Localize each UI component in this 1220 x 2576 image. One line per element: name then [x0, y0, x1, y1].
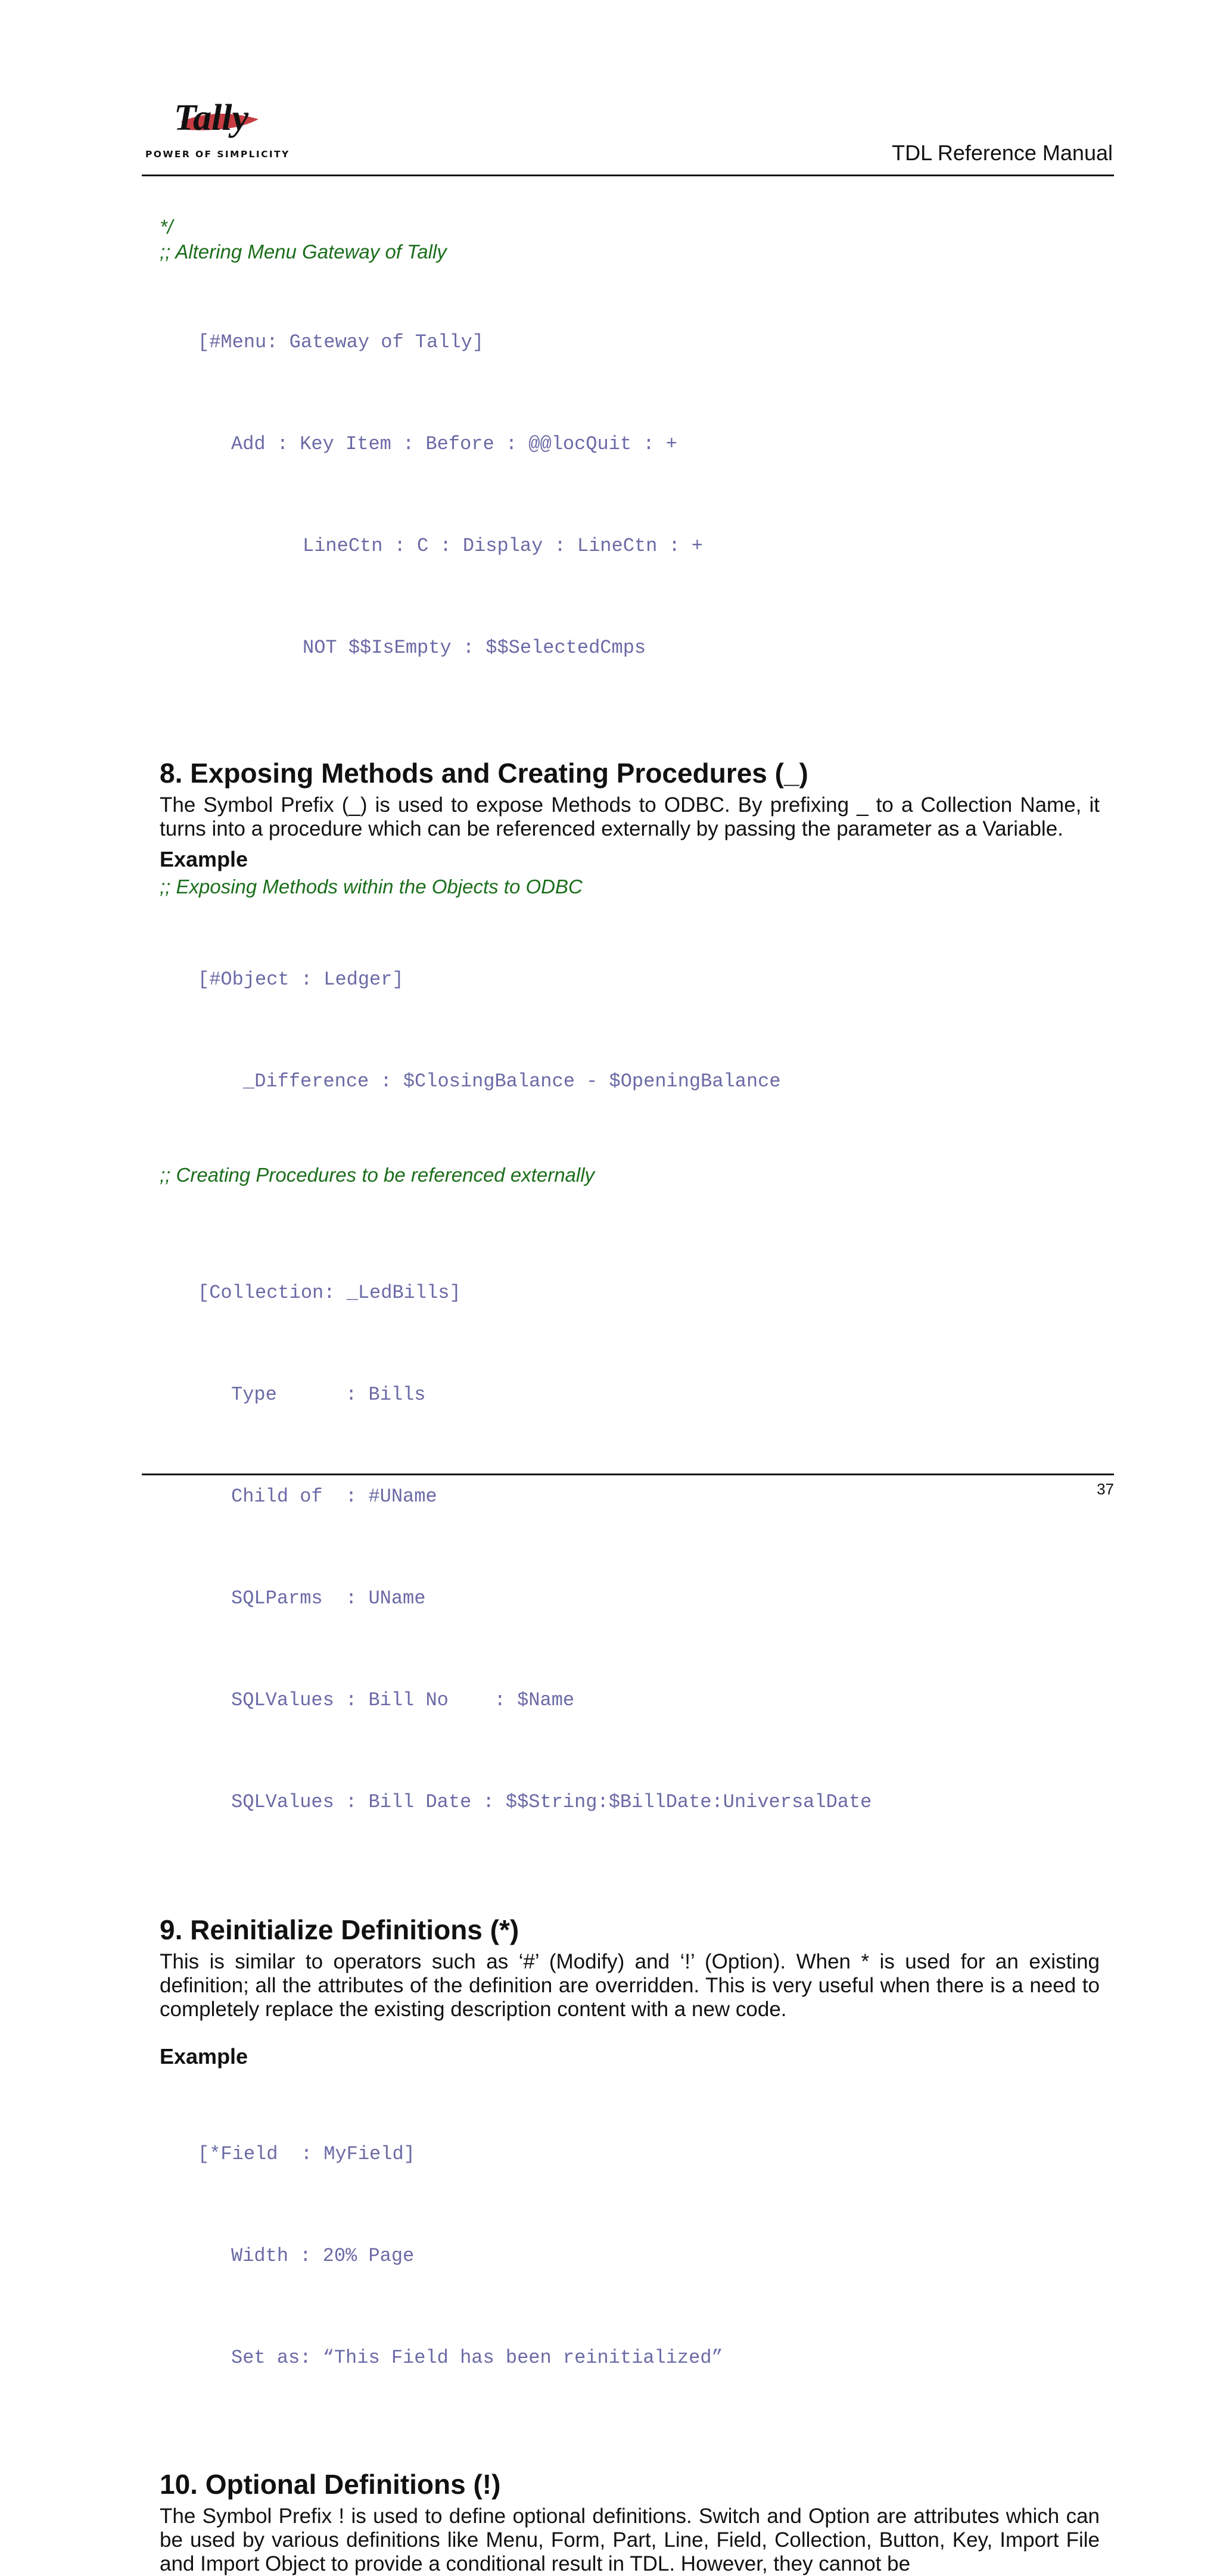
code-line: NOT $$IsEmpty : $$SelectedCmps — [303, 637, 646, 659]
logo-wordmark: Tally — [174, 98, 249, 138]
code-line: SQLValues : Bill Date : $$String:$BillDate:UniversalDate — [231, 1791, 872, 1813]
code-line: Child of : #UName — [231, 1485, 437, 1507]
code-comment: ;; Altering Menu Gateway of Tally — [160, 241, 447, 263]
code-line: Width : 20% Page — [231, 2245, 415, 2267]
section-paragraph: The Symbol Prefix (_) is used to expose Methods to ODBC. By prefixing _ to a Collection Name, it turns into a procedure which can be referenced externally by passing the parameter as a Variable. — [160, 793, 1100, 840]
code-line: Type : Bills — [231, 1384, 426, 1406]
code-block — [160, 2069, 1100, 2443]
section-heading: 9. Reinitialize Definitions (*) — [160, 1914, 519, 1945]
code-comment: ;; Creating Procedures to be referenced externally — [160, 1164, 595, 1186]
manual-title: TDL Reference Manual — [892, 141, 1113, 165]
code-line: [*Field : MyField] — [198, 2143, 415, 2165]
code-line: Set as: “This Field has been reinitialized” — [231, 2347, 723, 2369]
code-comment-end: */ — [160, 216, 173, 238]
logo-tagline: POWER OF SIMPLICITY — [145, 149, 290, 160]
code-line: [#Object : Ledger] — [198, 968, 404, 990]
code-block — [160, 1208, 1100, 1887]
page-number: 37 — [1097, 1480, 1114, 1498]
section-9 — [160, 1912, 1100, 2443]
code-line: SQLParms : UName — [231, 1587, 426, 1609]
section-heading: 10. Optional Definitions (!) — [160, 2469, 501, 2500]
section-10 — [160, 2466, 1100, 2576]
example-label: Example — [160, 2044, 248, 2069]
code-line: _Difference : $ClosingBalance - $OpeningBalance — [243, 1070, 781, 1092]
code-line: Add : Key Item : Before : @@locQuit : + — [231, 433, 677, 455]
example-label: Example — [160, 847, 248, 871]
code-line: SQLValues : Bill No : $Name — [231, 1689, 575, 1711]
intro-block — [160, 214, 1100, 733]
section-heading: 8. Exposing Methods and Creating Procedures (_) — [160, 758, 808, 789]
code-block — [160, 257, 1100, 733]
tally-logo — [145, 95, 288, 161]
header-rule — [142, 175, 1114, 176]
code-comment: ;; Exposing Methods within the Objects to ODBC — [160, 876, 583, 898]
section-paragraph: The Symbol Prefix ! is used to define optional definitions. Switch and Option are attributes which can be used by various definitions like Menu, Form, Part, Line, Field, Collection, Button, Key, Import File and Import Object to provide a conditional result in TDL. However, they cannot be — [160, 2505, 1100, 2575]
page-content — [160, 214, 1100, 2576]
code-line: LineCtn : C : Display : LineCtn : + — [303, 535, 704, 557]
code-line: [Collection: _LedBills] — [198, 1282, 461, 1304]
footer-rule — [142, 1474, 1114, 1475]
tally-logo-mark — [145, 95, 288, 147]
section-paragraph: This is similar to operators such as ‘#’ (Modify) and ‘!’ (Option). When * is used for an existing definition; all the attributes of the definition are overridden. This is very useful when there is a need to completely replace the existing description content with a new code. — [160, 1950, 1100, 2021]
code-block — [160, 895, 1100, 1166]
code-line: [#Menu: Gateway of Tally] — [198, 331, 484, 353]
section-8 — [160, 755, 1100, 1887]
